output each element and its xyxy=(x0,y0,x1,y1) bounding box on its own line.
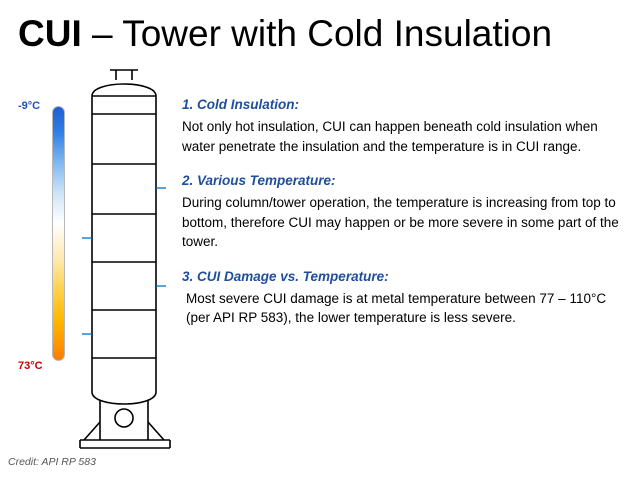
temperature-bottom-label: 73°C xyxy=(18,360,43,372)
explanation-text-block xyxy=(182,96,626,344)
paragraph-1-heading: 1. Cold Insulation: xyxy=(182,97,299,112)
paragraph-various-temperature xyxy=(182,172,626,252)
paragraph-3-heading: 3. CUI Damage vs. Temperature: xyxy=(182,268,389,284)
paragraph-2-body: During column/tower operation, the temperature is increasing from top to bottom, therefore CUI may happen or be more severe in some part of the tower. xyxy=(182,195,619,249)
paragraph-cui-damage-vs-temperature xyxy=(182,268,626,328)
tower-diagram xyxy=(62,62,192,452)
paragraph-1-body: Not only hot insulation, CUI can happen beneath cold insulation when water penetrate the insulation and the temperature is in CUI range. xyxy=(182,119,598,154)
page-title-rest: – Tower with Cold Insulation xyxy=(81,13,553,54)
paragraph-3-body: Most severe CUI damage is at metal temperature between 77 – 110°C (per API RP 583), the lower temperature is less severe. xyxy=(186,290,607,325)
page-title xyxy=(18,12,628,56)
page-title-bold: CUI xyxy=(18,13,82,54)
credit-text: Credit: API RP 583 xyxy=(8,456,96,468)
tower-svg xyxy=(62,62,192,452)
paragraph-2-heading: 2. Various Temperature: xyxy=(182,173,336,188)
paragraph-cold-insulation xyxy=(182,96,626,156)
temperature-top-label: -9°C xyxy=(18,100,41,112)
